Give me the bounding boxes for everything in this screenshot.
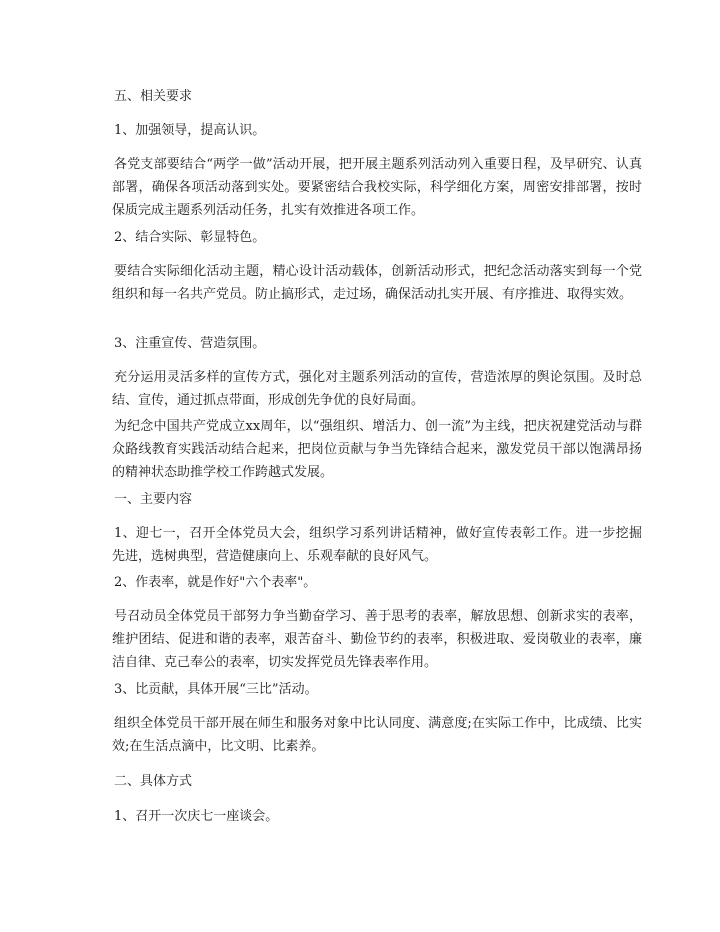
- section-heading-five: 五、相关要求: [114, 89, 193, 104]
- subheading-publicity: 3、注重宣传、营造氛围。: [114, 336, 266, 351]
- paragraph-six-models-body: 号召动员全体党员干部努力争当勤奋学习、善于思考的表率，解放思想、创新求实的表率，维护团结、促进和谐的表率，艰苦奋斗、勤俭节约的表率，积极进取、爱岗敬业的表率，廉洁自律、克己奉公的表率，切实发挥党员先锋表率作用。: [112, 609, 642, 670]
- paragraph-reality-body: 要结合实际细化活动主题，精心设计活动载体，创新活动形式，把纪念活动落实到每一个党组织和每一名共产党员。防止搞形式，走过场，确保活动扎实开展、有序推进、取得实效。: [112, 264, 642, 302]
- paragraph-main-content-1: 1、迎七一，召开全体党员大会，组织学习系列讲话精神，做好宣传表彰工作。进一步挖掘先进，选树典型，营造健康向上、乐观奉献的良好风气。: [112, 526, 642, 564]
- subheading-six-models: 2、作表率，就是作好"六个表率"。: [114, 575, 317, 590]
- section-heading-two: 二、具体方式: [114, 774, 193, 789]
- section-heading-one: 一、主要内容: [114, 492, 193, 507]
- subheading-three-comparisons: 3、比贡献，具体开展“三比”活动。: [114, 682, 318, 697]
- paragraph-method-1: 1、召开一次庆七一座谈会。: [114, 809, 279, 824]
- paragraph-publicity-body: 充分运用灵活多样的宣传方式，强化对主题系列活动的宣传，营造浓厚的舆论氛围。及时总结、宣传，通过抓点带面，形成创先争优的良好局面。: [112, 370, 642, 408]
- paragraph-three-comparisons-body: 组织全体党员干部开展在师生和服务对象中比认同度、满意度;在实际工作中，比成绩、比实效;在生活点滴中，比文明、比素养。: [112, 716, 642, 754]
- subheading-combine-reality: 2、结合实际、彰显特色。: [114, 230, 266, 245]
- paragraph-anniversary-intro: 为纪念中国共产党成立xx周年，以“强组织、增活力、创一流”为主线，把庆祝建党活动与群众路线教育实践活动结合起来，把岗位贡献与争当先锋结合起来，激发党员干部以饱满昂扬的精神状态助推学校工作跨越式发展。: [112, 419, 642, 480]
- paragraph-leadership-body: 各党支部要结合“两学一做”活动开展，把开展主题系列活动列入重要日程，及早研究、认真部署，确保各项活动落到实处。要紧密结合我校实际，科学细化方案，周密安排部署，按时保质完成主题系列活动任务，扎实有效推进各项工作。: [112, 157, 642, 218]
- subheading-strengthen-leadership: 1、加强领导，提高认识。: [114, 123, 266, 138]
